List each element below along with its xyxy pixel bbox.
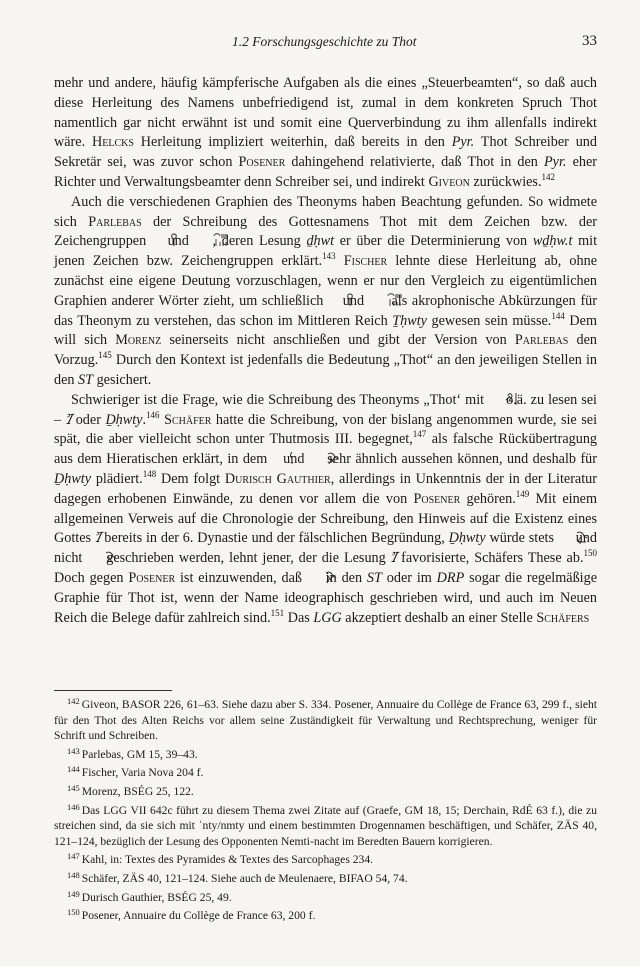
hieroglyph-icon	[152, 233, 162, 247]
ibis-icon	[309, 451, 323, 465]
ibis-icon	[307, 570, 321, 584]
footnote: $^{145}$ Morenz, BSÉG 25, 122.	[67, 782, 194, 798]
page-header	[54, 34, 597, 54]
ibis-staff-icon	[488, 392, 502, 406]
footnote: $^{143}$ Parlebas, GM 15, 39–43.	[67, 745, 198, 761]
footnote: $^{148}$ Schäfer, ZÄS 40, 121–124. Siehe auch de Meulenaere, BIFAO 54, 74.	[67, 869, 408, 885]
page-number: 33	[582, 33, 597, 49]
hieroglyph-group-icon	[195, 233, 213, 247]
footnote: $^{146}$ Das LGG VII 642c führt zu diesem Thema zwei Zitate auf (Graefe, GM 18, 15; Derchain, RdÉ 63 f.), die zu streichen sind, da sie sich mit ʿnty/nmty und einem bestimmten Drogennamen beschäftigen, und Schäfer, ZÄS 40, 121–124, bezüglich der Lesung des Opponenten Nemti-nacht im Beredten Bauern korrigieren.	[54, 801, 597, 848]
running-title: 1.2 Forschungsgeschichte zu Thot	[232, 34, 417, 49]
main-text	[54, 74, 597, 628]
hieroglyph-group-icon	[369, 293, 387, 307]
hieroglyph-icon	[328, 293, 338, 307]
author-name: Helcks	[92, 134, 134, 151]
footnote-ref: 142	[541, 171, 555, 182]
footnote: $^{149}$ Durisch Gauthier, BSÉG 25, 49.	[67, 888, 232, 904]
paragraph-1: mehr und andere, häufig kämpferische Aufgaben als die eines „Steuerbeamten“, so daß auch diese Herleitung des Namens unbefriedigend ist, zumal in dem konkreten Spruch Thot namentlich gar nicht erwähnt ist und somit eine Querverbindung zu ihm allenfalls indirekt wäre. Helcks Herleitung impliziert weiterhin, daß bereits in den Pyr. Thot Schreiber und Sekretär sei, was zuvor schon Posener dahingehend relativierte, daß Thot in den Pyr. eher Richter und Verwaltungsbeamter denn Schreiber sei, und indirekt Giveon zurückwies.$^{142}$	[54, 75, 597, 190]
author-name: Posener	[238, 154, 286, 171]
author-name: Giveon	[428, 173, 470, 190]
paragraph-2: Auch die verschiedenen Graphien des Theonyms haben Beachtung gefunden. So widmete sich Parlebas der Schreibung des Gottesnamens Thot mit dem Zeichen bzw. der Zeichengruppen und , deren Lesung ḏḥwt er über die Determinierung von wḏḥw.t mit jenen Zeichen bzw. Zeichengruppen erklärt.$^{143}$ Fischer lehnte diese Herleitung ab, ohne zunächst eine eigene Deutung vorzuschlagen, wenn er nur den Vergleich zu eigentümlichen Graphien anderer Wörter zieht, um schließlich und als akrophonische Abkürzungen für das Theonym zu verstehen, das schon im Mittleren Reich Ṯḥwty gewesen sein müsse.$^{144}$ Dem will sich Morenz seinerseits nicht anschließen und gibt der Version von Parlebas den Vorzug.$^{145}$ Durch den Kontext ist jedenfalls die Bedeutung „Thot“ an den jeweiligen Stellen in den ST gesichert.	[54, 193, 598, 388]
reed-icon	[272, 451, 279, 465]
footnote-divider	[54, 690, 172, 691]
paragraph-3: Schwieriger ist die Frage, wie die Schreibung des Theonyms „Thot‘ mit o.ä. zu lesen sei – Ꞽ oder Ḏḥwty.$^{146}$ Schäfer hatte die Schreibung, von der bislang angenommen wurde, sie sei spät, die aber vielleicht schon unter Thutmosis III. begegnet,$^{147}$ als falsche Rückübertragung aus dem Hieratischen erklärt, in dem und sehr ähnlich aussehen können, und deshalb für Ḏḥwty plädiert.$^{148}$ Dem folgt Durisch Gauthier, allerdings in Unkenntnis der in der Literatur dagegen erhobenen Einwände, zu denen vor allem die von Posener gehören.$^{149}$ Mit einem allgemeinen Verweis auf die Chronologie der Schreibung, den Hinweis auf die Existenz eines Gottes Ꞽ bereits in der 6. Dynastie und der fälschlichen Begründung, Ḏḥwty würde stets und nicht geschrieben werden, lehnt jener, der die Lesung Ꞽ favorisierte, Schäfers These ab.$^{150}$ Doch gegen Posener ist einzuwenden, daß in den ST oder im DRP sogar die regelmäßige Graphie für Thot ist, wenn der Name ideographisch geschrieben wird, und auch im Neuen Reich die Belege dafür zahlreich sind.$^{151}$ Das LGG akzeptiert deshalb an einer Stelle Schäfers	[54, 391, 598, 626]
footnote: $^{142}$ Giveon, BASOR 226, 61–63. Siehe dazu aber S. 334. Posener, Annuaire du Collège de France 63, 299 f., sieht für den Thot des Alten Reichs vor allem seine Zuständigkeit für Verwaltung und Rechtsprechung, weniger für Schrift und Schreiben.	[54, 696, 597, 743]
footnote: $^{147}$ Kahl, in: Textes des Pyramides & Textes des Sarcophages 234.	[67, 851, 374, 867]
footnotes	[54, 694, 597, 924]
footnote: $^{150}$ Posener, Annuaire du Collège de France 63, 200 f.	[67, 907, 316, 923]
footnote: $^{144}$ Fischer, Varia Nova 204 f.	[67, 764, 204, 780]
ibis-icon	[87, 550, 101, 564]
ibis-group-icon	[558, 530, 572, 544]
